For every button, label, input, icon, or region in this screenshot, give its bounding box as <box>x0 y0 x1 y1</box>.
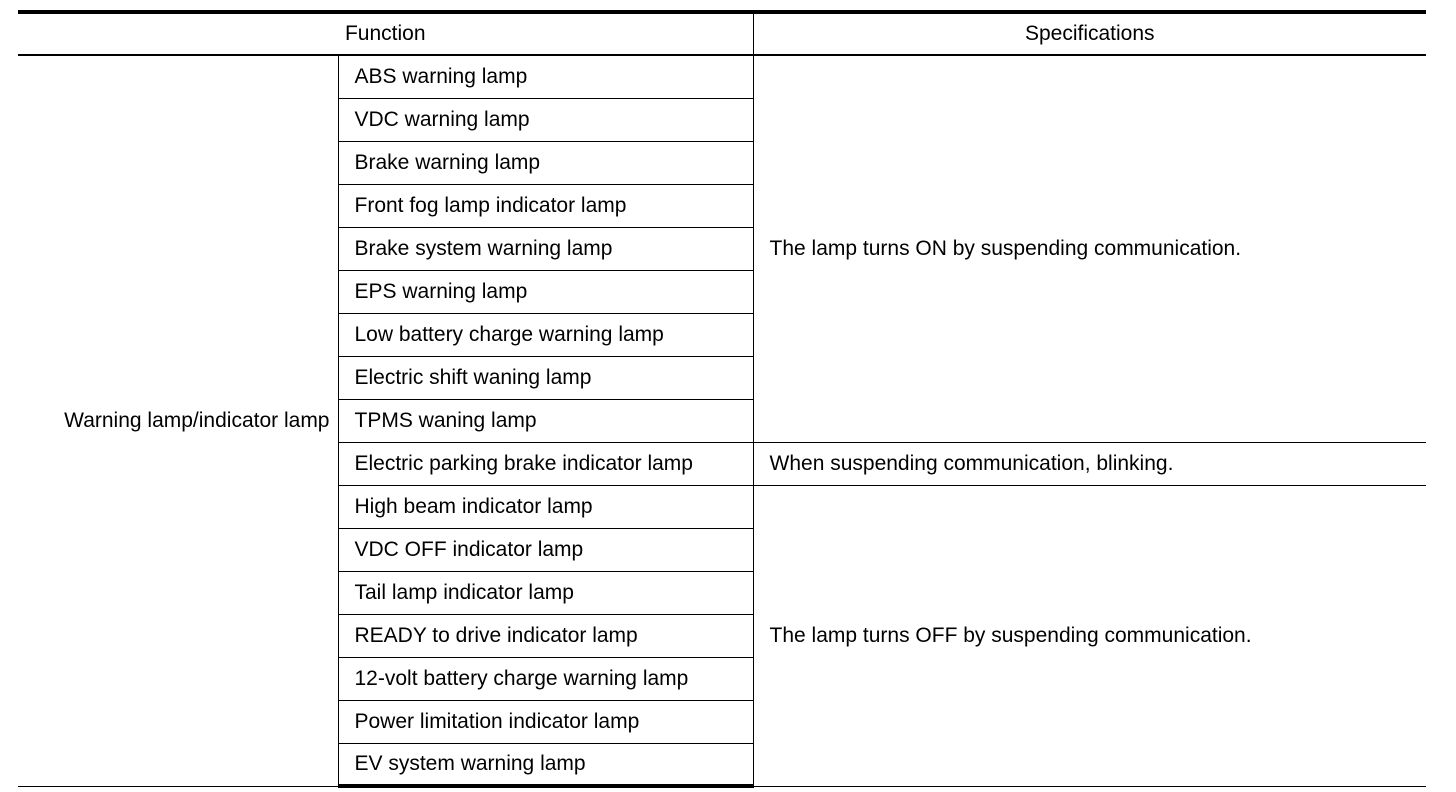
spec-cell-off: The lamp turns OFF by suspending communication. <box>753 485 1426 786</box>
function-cell: Electric shift waning lamp <box>338 356 753 399</box>
function-cell: Front fog lamp indicator lamp <box>338 184 753 227</box>
table-row <box>18 55 1426 98</box>
function-cell: Power limitation indicator lamp <box>338 700 753 743</box>
function-cell: Low battery charge warning lamp <box>338 313 753 356</box>
header-specifications: Specifications <box>753 12 1426 55</box>
function-cell: VDC OFF indicator lamp <box>338 528 753 571</box>
function-cell: VDC warning lamp <box>338 98 753 141</box>
spec-cell-on: The lamp turns ON by suspending communication. <box>753 55 1426 442</box>
spec-cell-blinking: When suspending communication, blinking. <box>753 442 1426 485</box>
header-function: Function <box>18 12 753 55</box>
function-cell: Tail lamp indicator lamp <box>338 571 753 614</box>
function-cell: Brake system warning lamp <box>338 227 753 270</box>
function-cell: READY to drive indicator lamp <box>338 614 753 657</box>
function-cell: ABS warning lamp <box>338 55 753 98</box>
function-cell: EV system warning lamp <box>338 743 753 786</box>
function-cell: Electric parking brake indicator lamp <box>338 442 753 485</box>
function-cell: Brake warning lamp <box>338 141 753 184</box>
spec-table <box>18 10 1426 788</box>
function-cell: EPS warning lamp <box>338 270 753 313</box>
header-row <box>18 12 1426 55</box>
function-cell: TPMS waning lamp <box>338 399 753 442</box>
function-cell: High beam indicator lamp <box>338 485 753 528</box>
function-cell: 12-volt battery charge warning lamp <box>338 657 753 700</box>
group-label: Warning lamp/indicator lamp <box>18 55 338 786</box>
